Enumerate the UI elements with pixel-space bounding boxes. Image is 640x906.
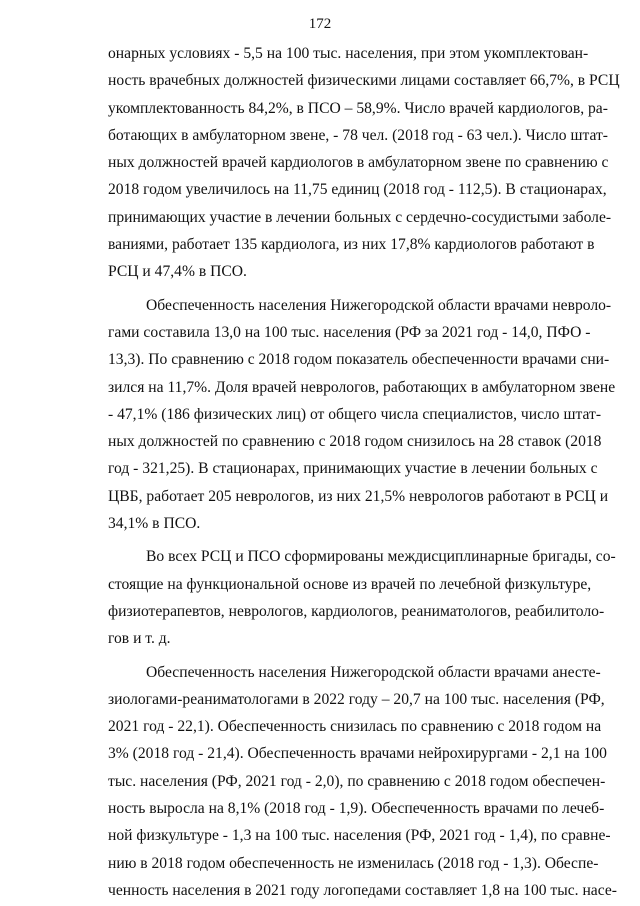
text-line: ЦВБ, работает 205 неврологов, из них 21,5% неврологов работают в РСЦ и bbox=[108, 487, 609, 505]
text-line: ность выросла на 8,1% (2018 год - 1,9). Обеспеченность врачами по лечеб- bbox=[108, 800, 605, 818]
paragraph-anesthesiologists bbox=[108, 659, 617, 905]
text-line: укомплектованность 84,2%, в ПСО – 58,9%. Число врачей кардиологов, ра- bbox=[108, 99, 608, 117]
text-line: 2021 год - 22,1). Обеспеченность снизилась по сравнению с 2018 годом на bbox=[108, 718, 602, 736]
text-line: ность врачебных должностей физическими лицами составляет 66,7%, в РСЦ bbox=[108, 72, 620, 90]
paragraph-teams bbox=[108, 543, 616, 652]
text-line: физиотерапевтов, неврологов, кардиологов, реаниматологов, реабилитоло- bbox=[108, 602, 605, 620]
text-line: ваниями, работает 135 кардиолога, из них 17,8% кардиологов работают в bbox=[108, 236, 595, 254]
text-line: ных должностей врачей кардиологов в амбулаторном звене по сравнению с bbox=[108, 154, 609, 172]
text-line: зиологами-реаниматологами в 2022 году – 20,7 на 100 тыс. населения (РФ, bbox=[108, 690, 605, 708]
text-line: онарных условиях - 5,5 на 100 тыс. населения, при этом укомплектован- bbox=[108, 45, 589, 62]
text-line: нию в 2018 годом обеспеченность не изменилась (2018 год - 1,3). Обеспе- bbox=[108, 854, 599, 872]
text-line: зился на 11,7%. Доля врачей неврологов, работающих в амбулаторном звене bbox=[108, 378, 616, 396]
text-line: 34,1% в ПСО. bbox=[108, 515, 201, 533]
text-line: стоящие на функциональной основе из врачей по лечебной физкультуре, bbox=[108, 575, 592, 593]
text-line: Обеспеченность населения Нижегородской области врачами невроло- bbox=[146, 296, 612, 314]
text-line: 2018 годом увеличилось на 11,75 единиц (2018 год - 112,5). В стационарах, bbox=[108, 181, 607, 199]
text-line: Во всех РСЦ и ПСО сформированы междисциплинарные бригады, со- bbox=[146, 548, 616, 566]
text-line: ченность населения в 2021 году логопедами составляет 1,8 на 100 тыс. насе- bbox=[108, 881, 617, 899]
text-line: Обеспеченность населения Нижегородской области врачами анесте- bbox=[146, 663, 601, 681]
text-line: гов и т. д. bbox=[108, 630, 171, 648]
text-line: ной физкультуре - 1,3 на 100 тыс. населения (РФ, 2021 год - 1,4), по сравне- bbox=[108, 827, 611, 845]
text-line: 13,3). По сравнению с 2018 годом показатель обеспеченности врачами сни- bbox=[108, 351, 610, 369]
paragraph-cardiologists bbox=[108, 40, 620, 286]
text-line: год - 321,25). В стационарах, принимающих участие в лечении больных с bbox=[108, 460, 598, 478]
text-line: 3% (2018 год - 21,4). Обеспеченность врачами нейрохирургами - 2,1 на 100 bbox=[108, 745, 607, 763]
text-line: ботающих в амбулаторном звене, - 78 чел. (2018 год - 63 чел.). Число штат- bbox=[108, 126, 609, 144]
text-line: - 47,1% (186 физических лиц) от общего числа специалистов, число штат- bbox=[108, 405, 602, 423]
text-line: принимающих участие в лечении больных с сердечно-сосудистыми заболе- bbox=[108, 208, 612, 226]
page-number: 172 bbox=[308, 16, 332, 32]
text-line: гами составила 13,0 на 100 тыс. населения (РФ за 2021 год - 14,0, ПФО - bbox=[108, 323, 591, 341]
text-line: тыс. населения (РФ, 2021 год - 2,0), по сравнению с 2018 годом обеспечен- bbox=[108, 772, 606, 790]
text-line: РСЦ и 47,4% в ПСО. bbox=[108, 263, 247, 281]
paragraph-neurologists bbox=[108, 292, 616, 538]
text-line: ных должностей по сравнению с 2018 годом снизилось на 28 ставок (2018 bbox=[108, 433, 602, 451]
document-body bbox=[108, 40, 620, 904]
